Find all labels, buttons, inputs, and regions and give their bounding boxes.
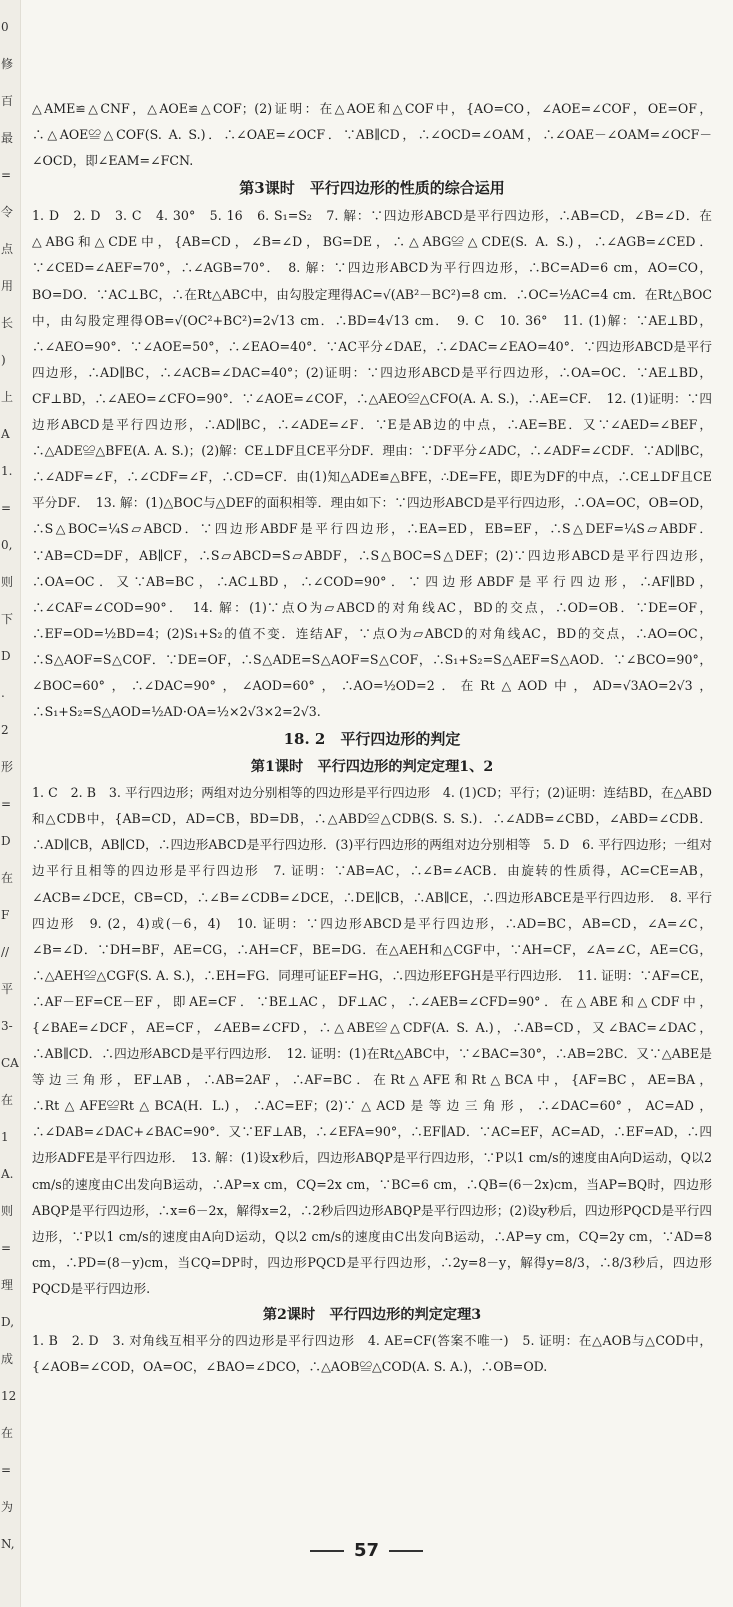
answer-paragraph: △AME≌△CNF，△AOE≌△COF；(2)证明：在△AOE和△COF中，{AO=CO，∠AOE=∠COF，OE=OF，∴△AOE≌△COF(S. A. S.)．∴∠OAE=∠OCF．∵AB∥CD，∴∠OCD=∠OAM，∴∠OAE－∠OAM=∠OCF－∠OCD，即∠EAM=∠FCN. <box>32 101 712 169</box>
margin-fragment: 用 <box>1 279 14 293</box>
margin-fragment: 0 <box>1 20 9 34</box>
margin-fragment: ) <box>1 353 6 367</box>
margin-fragment: 点 <box>1 242 14 256</box>
margin-fragment: 在 <box>1 871 14 885</box>
page-footer <box>0 1540 733 1561</box>
margin-fragment: D <box>1 649 11 663</box>
margin-fragment: . <box>1 686 5 700</box>
answer-paragraph: 1. D 2. D 3. C 4. 30° 5. 16 6. S₁=S₂ 7. 解：∵四边形ABCD是平行四边形，∴AB=CD，∠B=∠D．在△ABG和△CDE中，{AB=CD，∠B=∠D，BG=DE，∴△ABG≌△CDE(S. A. S.)，∴∠AGB=∠CED．∵∠CED=∠AEF=70°，∴∠AGB=70°． 8. 解：∵四边形ABCD为平行四边形，∴BC=AD=6 cm，AO=CO，BO=DO．∵AC⊥BC，∴在Rt△ABC中，由勾股定理得AC=√(AB²－BC²)=8 cm．∴OC=½AC=4 cm．在Rt△BOC中，由勾股定理得OB=√(OC²+BC²)=2√13 cm．∴BD=4√13 cm． 9. C 10. 36° 11. (1)解：∵AE⊥BD，∴∠AEO=90°．∵∠AOE=50°，∴∠EAO=40°．∵AC平分∠DAE，∴∠DAC=∠EAO=40°．∵四边形ABCD是平行四边形，∴AD∥BC，∴∠ACB=∠DAC=40°；(2)证明：∵四边形ABCD是平行四边形，∴OA=OC．∵AE⊥BD，CF⊥BD，∴∠AEO=∠CFO=90°．∵∠AOE=∠COF，∴△AEO≌△CFO(A. A. S.)，∴AE=CF． 12. (1)证明：∵四边形ABCD是平行四边形，∴AD∥BC，∴∠ADE=∠F．∵E是AB边的中点，∴AE=BE．又∵∠AED=∠BEF，∴△ADE≌△BFE(A. A. S.)；(2)解：CE⊥DF且CE平分DF．理由：∵DF平分∠ADC，∴∠ADF=∠CDF．∵AD∥BC，∴∠ADF=∠F，∴∠CDF=∠F，∴CD=CF．由(1)知△ADE≌△BFE，∴DE=FE，即E为DF的中点，∴CE⊥DF且CE平分DF． 13. 解：(1)△BOC与△DEF的面积相等．理由如下：∵四边形ABCD是平行四边形，∴OA=OC，OB=OD，∴S△BOC=¼S▱ABCD．∵四边形ABDF是平行四边形，∴EA=ED，EB=EF，∴S△DEF=¼S▱ABDF．∵AB=CD=DF，AB∥CF，∴S▱ABCD=S▱ABDF，∴S△BOC=S△DEF；(2)∵四边形ABCD是平行四边形，∴OA=OC．又∵AB=BC，∴AC⊥BD，∴∠COD=90°．∵四边形ABDF是平行四边形，∴AF∥BD，∴∠CAF=∠COD=90°． 14. 解：(1)∵点O为▱ABCD的对角线AC，BD的交点，∴OD=OB．∵DE=OF，∴EF=OD=½BD=4；(2)S₁+S₂的值不变．连结AF，∵点O为▱ABCD的对角线AC，BD的交点，∴AO=OC，∴S△AOF=S△COF．∵DE=OF，∴S△ADE=S△AOF=S△COF，∴S₁+S₂=S△AEF=S△AOD．∵∠BCO=90°，∠BOC=60°，∴∠DAC=90°，∠AOD=60°，∴AO=½OD=2．在Rt△AOD中，AD=√3AO=2√3，∴S₁+S₂=S△AOD=½AD·OA=½×2√3×2=2√3. <box>32 208 712 720</box>
margin-fragment: 下 <box>1 612 14 626</box>
margin-fragment: CA <box>1 1056 19 1070</box>
margin-fragment: 12 <box>1 1389 17 1403</box>
margin-fragment: N, <box>1 1537 15 1551</box>
lesson-heading: 第1课时 平行四边形的判定定理1、2 <box>250 759 494 776</box>
margin-fragment: 则 <box>1 575 14 589</box>
margin-fragment: 3- <box>1 1019 13 1033</box>
margin-fragment: = <box>1 168 12 182</box>
margin-fragment: F <box>1 908 10 922</box>
margin-fragment: // <box>1 945 10 959</box>
answer-paragraph: 1. B 2. D 3. 对角线互相平分的四边形是平行四边形 4. AE=CF(答案不唯一) 5. 证明：在△AOB与△COD中，{∠AOB=∠COD，OA=OC，∠BAO=∠DCO，∴△AOB≌△COD(A. S. A.)，∴OB=OD. <box>32 1333 712 1375</box>
margin-fragment: 1 <box>1 1130 9 1144</box>
left-margin-strip <box>0 0 21 1607</box>
section-heading: 第3课时 平行四边形的性质的综合运用 <box>239 179 505 198</box>
answer-paragraph: 1. C 2. B 3. 平行四边形；两组对边分别相等的四边形是平行四边形 4. (1)CD；平行；(2)证明：连结BD，在△ABD和△CDB中，{AB=CD，AD=CB，BD=DB，∴△ABD≌△CDB(S. S. S.)．∴∠ADB=∠CBD，∠ABD=∠CDB．∴AD∥CB，AB∥CD，∴四边形ABCD是平行四边形．(3)平行四边形的两组对边分别相等 5. D 6. 平行四边形；一组对边平行且相等的四边形是平行四边形 7. 证明：∵AB=AC，∴∠B=∠ACB．由旋转的性质得，AC=CE=AB，∠ACB=∠DCE，CB=CD，∴∠B=∠CDB=∠DCE，∴DE∥CB，∴AB∥CE，∴四边形ABCE是平行四边形． 8. 平行四边形 9. (2，4)或(－6，4) 10. 证明：∵四边形ABCD是平行四边形，∴AD=BC，AB=CD，∠A=∠C，∠B=∠D．∵DH=BF，AE=CG，∴AH=CF，BE=DG．在△AEH和△CGF中，∵AH=CF，∠A=∠C，AE=CG，∴△AEH≌△CGF(S. A. S.)，∴EH=FG．同理可证EF=HG，∴四边形EFGH是平行四边形． 11. 证明：∵AF=CE，∴AF－EF=CE－EF，即AE=CF．∵BE⊥AC，DF⊥AC，∴∠AEB=∠CFD=90°．在△ABE和△CDF中，{∠BAE=∠DCF，AE=CF，∠AEB=∠CFD，∴△ABE≌△CDF(A. S. A.)，∴AB=CD，又∠BAC=∠DAC，∴AB∥CD．∴四边形ABCD是平行四边形． 12. 证明：(1)在Rt△ABC中，∵∠BAC=30°，∴AB=2BC．又∵△ABE是等边三角形，EF⊥AB，∴AB=2AF，∴AF=BC．在Rt△AFE和Rt△BCA中，{AF=BC，AE=BA，∴Rt△AFE≌Rt△BCA(H. L.)，∴AC=EF；(2)∵△ACD是等边三角形，∴∠DAC=60°，AC=AD，∴∠DAB=∠DAC+∠BAC=90°．又∵EF⊥AB，∴∠EFA=90°，∴EF∥AD．∵AC=EF，AC=AD，∴EF=AD，∴四边形ADFE是平行四边形． 13. 解：(1)设x秒后，四边形ABQP是平行四边形，∵P以1 cm/s的速度由A向D运动，Q以2 cm/s的速度由C出发向B运动，∴AP=x cm，CQ=2x cm，∵BC=6 cm，∴QB=(6－2x)cm，当AP=BQ时，四边形ABQP是平行四边形，∴x=6－2x，解得x=2，∴2秒后四边形ABQP是平行四边形；(2)设y秒后，四边形PQCD是平行四边形，∵P以1 cm/s的速度由A向D运动，Q以2 cm/s的速度由C出发向B运动，∴AP=y cm，CQ=2y cm，∵AD=8 cm，∴PD=(8－y)cm，当CQ=DP时，四边形PQCD是平行四边形，∴2y=8－y，解得y=8/3，∴8/3秒后，四边形PQCD是平行四边形. <box>32 785 712 1296</box>
margin-fragment: 则 <box>1 1204 14 1218</box>
margin-fragment: 长 <box>1 316 14 330</box>
footer-dash-left <box>310 1550 344 1552</box>
margin-fragment: = <box>1 501 12 515</box>
margin-fragment: 在 <box>1 1093 14 1107</box>
margin-fragment: D, <box>1 1315 15 1329</box>
lesson-heading: 第2课时 平行四边形的判定定理3 <box>262 1307 482 1324</box>
margin-fragment: = <box>1 1463 12 1477</box>
page-number: 57 <box>353 1540 380 1561</box>
answer-page-content <box>32 96 712 1380</box>
margin-fragment: 修 <box>1 57 14 71</box>
footer-dash-right <box>389 1550 423 1552</box>
margin-fragment: 成 <box>1 1352 14 1366</box>
margin-fragment: 在 <box>1 1426 14 1440</box>
margin-fragment: 形 <box>1 760 14 774</box>
margin-fragment: = <box>1 797 12 811</box>
margin-fragment: 理 <box>1 1278 14 1292</box>
margin-fragment: 百 <box>1 94 14 108</box>
margin-fragment: A <box>1 427 10 441</box>
margin-fragment: 平 <box>1 982 14 996</box>
margin-fragment: 为 <box>1 1500 14 1514</box>
section-heading: 18. 2 平行四边形的判定 <box>283 730 461 749</box>
margin-fragment: 上 <box>1 390 14 404</box>
margin-fragment: = <box>1 1241 12 1255</box>
margin-fragment: 最 <box>1 131 14 145</box>
margin-fragment: 1. <box>1 464 13 478</box>
margin-fragment: 0, <box>1 538 13 552</box>
margin-fragment: A. <box>1 1167 14 1181</box>
margin-fragment: D <box>1 834 11 848</box>
margin-fragment: 2 <box>1 723 9 737</box>
margin-fragment: 令 <box>1 205 14 219</box>
